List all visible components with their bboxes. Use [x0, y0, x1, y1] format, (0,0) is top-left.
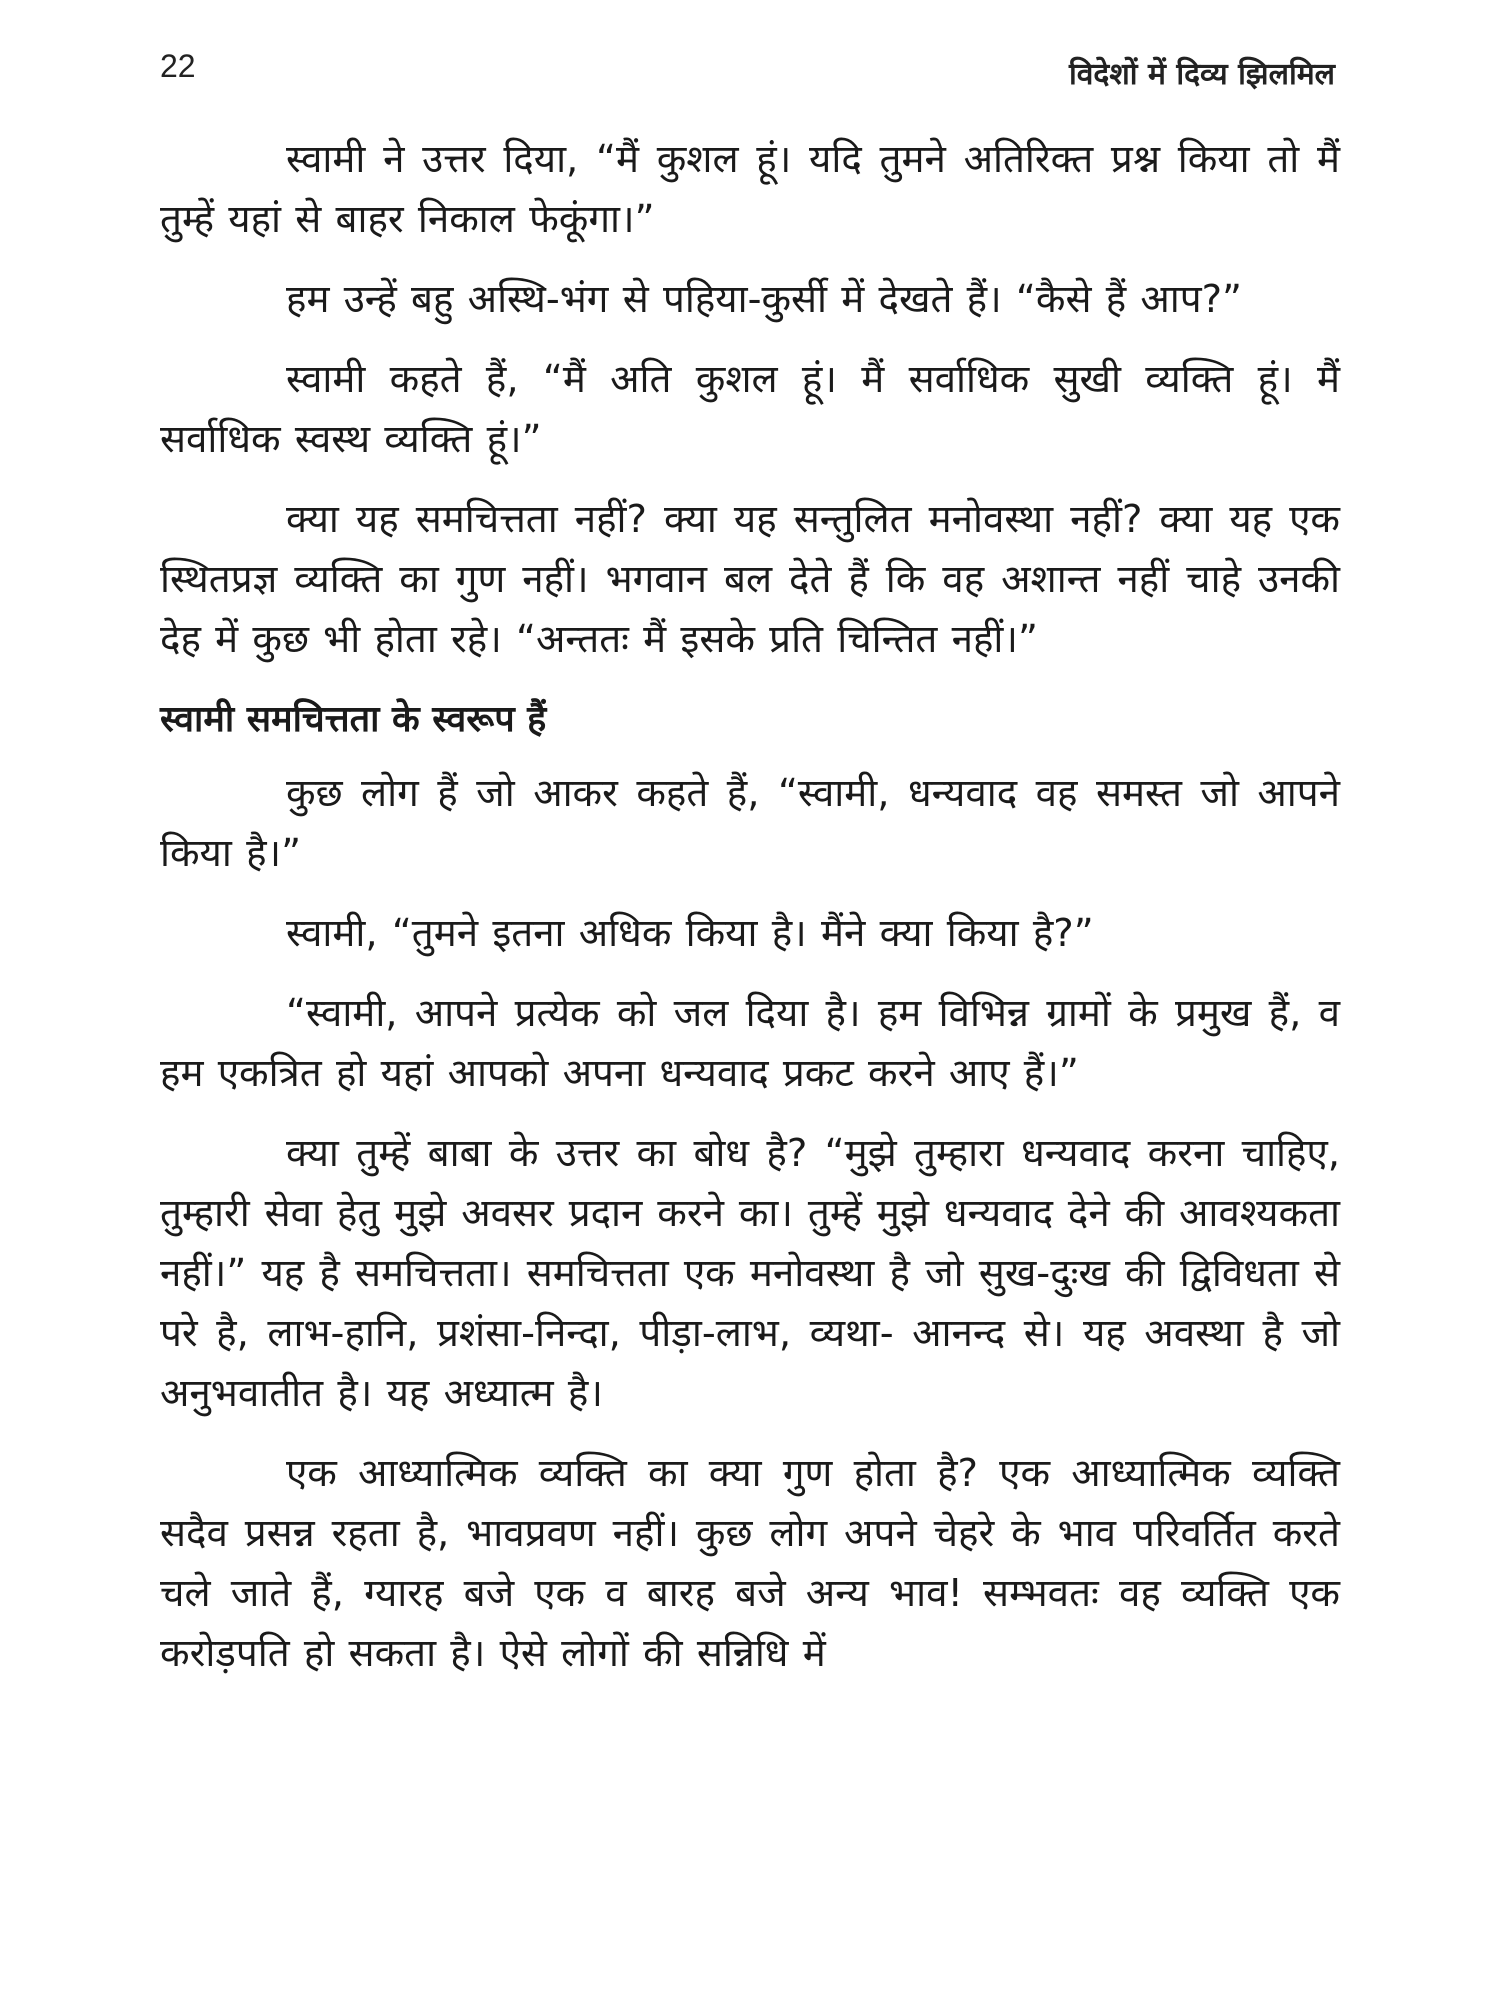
paragraph: स्वामी कहते हैं, “मैं अति कुशल हूं। मैं सर्वाधिक सुखी व्यक्ति हूं। मैं सर्वाधिक स्वस्थ व्यक्ति हूं।”	[160, 357, 1340, 462]
running-title: विदेशों में दिव्य झिलमिल	[1068, 57, 1335, 92]
paragraph: स्वामी ने उत्तर दिया, “मैं कुशल हूं। यदि तुमने अतिरिक्त प्रश्न किया तो मैं तुम्हें यहां से बाहर निकाल फेकूंगा।”	[160, 137, 1340, 242]
paragraph: कुछ लोग हैं जो आकर कहते हैं, “स्वामी, धन्यवाद वह समस्त जो आपने किया है।”	[160, 771, 1340, 876]
paragraph: एक आध्यात्मिक व्यक्ति का क्या गुण होता है? एक आध्यात्मिक व्यक्ति सदैव प्रसन्न रहता है, भावप्रवण नहीं। कुछ लोग अपने चेहरे के भाव परिवर्तित करते चले जाते हैं, ग्यारह बजे एक व बारह बजे अन्य भाव! सम्भवतः वह व्यक्ति एक करोड़पति हो सकता है। ऐसे लोगों की सन्निधि में	[160, 1451, 1340, 1676]
paragraph: “स्वामी, आपने प्रत्येक को जल दिया है। हम विभिन्न ग्रामों के प्रमुख हैं, व हम एकत्रित हो यहां आपको अपना धन्यवाद प्रकट करने आए हैं।”	[160, 991, 1340, 1096]
paragraph: हम उन्हें बहु अस्थि-भंग से पहिया-कुर्सी में देखते हैं। “कैसे हैं आप?”	[286, 277, 1242, 322]
paragraph: क्या यह समचित्तता नहीं? क्या यह सन्तुलित मनोवस्था नहीं? क्या यह एक स्थितप्रज्ञ व्यक्ति का गुण नहीं। भगवान बल देते हैं कि वह अशान्त नहीं चाहे उनकी देह में कुछ भी होता रहे। “अन्ततः मैं इसके प्रति चिन्तित नहीं।”	[160, 497, 1340, 662]
paragraph: क्या तुम्हें बाबा के उत्तर का बोध है? “मुझे तुम्हारा धन्यवाद करना चाहिए, तुम्हारी सेवा हेतु मुझे अवसर प्रदान करने का। तुम्हें मुझे धन्यवाद देने की आवश्यकता नहीं।” यह है समचित्तता। समचित्तता एक मनोवस्था है जो सुख-दुःख की द्विविधता से परे है, लाभ-हानि, प्रशंसा-निन्दा, पीड़ा-लाभ, व्यथा- आनन्द से। यह अवस्था है जो अनुभवातीत है। यह अध्यात्म है।	[160, 1131, 1340, 1416]
paragraph: स्वामी, “तुमने इतना अधिक किया है। मैंने क्या किया है?”	[286, 911, 1094, 956]
page-body	[160, 130, 1340, 1704]
page-number: 22	[160, 48, 196, 84]
section-heading: स्वामी समचित्तता के स्वरूप हैं	[160, 699, 547, 740]
